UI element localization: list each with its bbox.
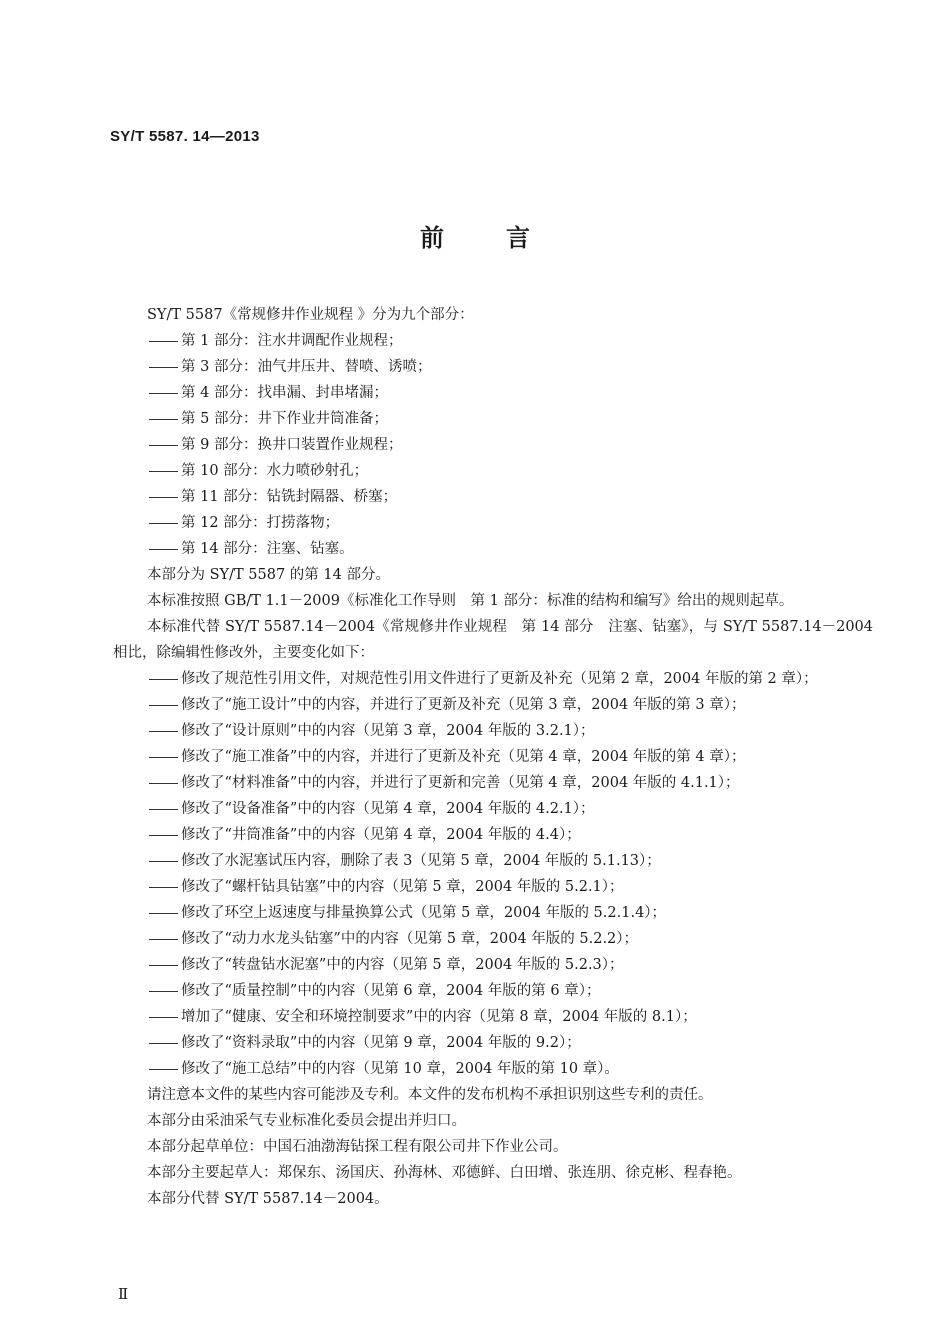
changes-list-item: 修改了“设计原则”中的内容（见第 3 章，2004 年版的 3.2.1）； [181, 723, 595, 739]
parts-list-item: 第 9 部分：换井口装置作业规程； [181, 437, 403, 453]
parts-list-item: 第 1 部分：注水井调配作业规程； [181, 333, 403, 349]
parts-list [113, 328, 873, 562]
drafting-unit: 本部分起草单位：中国石油渤海钻探工程有限公司井下作业公司。 [147, 1139, 568, 1155]
changes-list-item: 增加了“健康、安全和环境控制要求”中的内容（见第 8 章，2004 年版的 8.1）； [181, 1009, 697, 1025]
this-part-statement: 本部分为 SY/T 5587 的第 14 部分。 [147, 567, 390, 583]
page-title: 前言 [420, 224, 592, 252]
changes-list-item: 修改了“设备准备”中的内容（见第 4 章，2004 年版的 4.2.1）； [181, 801, 595, 817]
changes-list-item: 修改了规范性引用文件，对规范性引用文件进行了更新及补充（见第 2 章，2004 年版的第 2 章）； [181, 671, 818, 687]
foreword-body [113, 302, 873, 1212]
standard-code-header: SY/T 5587. 14—2013 [110, 128, 260, 145]
changes-list-item: 修改了“质量控制”中的内容（见第 6 章，2004 年版的第 6 章）； [181, 983, 601, 999]
drafting-rule-paragraph: 本标准按照 GB/T 1.1－2009《标准化工作导则 第 1 部分：标准的结构和编写》给出的规则起草。 [147, 593, 794, 609]
drafters: 本部分主要起草人：郑保东、汤国庆、孙海林、邓德鲜、白田增、张连朋、徐克彬、程春艳。 [147, 1165, 742, 1181]
replaces-intro-paragraph: 本标准代替 SY/T 5587.14－2004《常规修井作业规程 第 14 部分 注塞、钻塞》，与 SY/T 5587.14－2004 相比，除编辑性修改外，主要变化如下： [113, 619, 873, 661]
parts-list-item: 第 12 部分：打捞落物； [181, 515, 340, 531]
changes-list-item: 修改了“动力水龙头钻塞”中的内容（见第 5 章，2004 年版的 5.2.2）； [181, 931, 639, 947]
changes-list-item: 修改了环空上返速度与排量换算公式（见第 5 章，2004 年版的 5.2.1.4）； [181, 905, 667, 921]
patent-notice: 请注意本文件的某些内容可能涉及专利。本文件的发布机构不承担识别这些专利的责任。 [147, 1087, 713, 1103]
proposed-by: 本部分由采油采气专业标准化委员会提出并归口。 [147, 1113, 466, 1129]
changes-list [113, 666, 873, 1082]
parts-list-item: 第 5 部分：井下作业井筒准备； [181, 411, 388, 427]
parts-intro: SY/T 5587《常规修井作业规程 》分为九个部分： [147, 307, 474, 323]
parts-list-item: 第 3 部分：油气井压井、替喷、诱喷； [181, 359, 432, 375]
parts-list-item: 第 14 部分：注塞、钻塞。 [181, 541, 354, 557]
changes-list-item: 修改了“转盘钻水泥塞”中的内容（见第 5 章，2004 年版的 5.2.3）； [181, 957, 624, 973]
replaces-part: 本部分代替 SY/T 5587.14－2004。 [147, 1191, 389, 1207]
parts-list-item: 第 10 部分：水力喷砂射孔； [181, 463, 369, 479]
changes-list-item: 修改了“施工设计”中的内容，并进行了更新及补充（见第 3 章，2004 年版的第 3 章）； [181, 697, 746, 713]
changes-list-item: 修改了“资料录取”中的内容（见第 9 章，2004 年版的 9.2）； [181, 1035, 581, 1051]
changes-list-item: 修改了“施工准备”中的内容，并进行了更新及补充（见第 4 章，2004 年版的第 4 章）； [181, 749, 746, 765]
changes-list-item: 修改了“材料准备”中的内容，并进行了更新和完善（见第 4 章，2004 年版的 4.1.1）； [181, 775, 740, 791]
parts-list-item: 第 4 部分：找串漏、封串堵漏； [181, 385, 388, 401]
changes-list-item: 修改了“井筒准备”中的内容（见第 4 章，2004 年版的 4.4）； [181, 827, 581, 843]
parts-list-item: 第 11 部分：钻铣封隔器、桥塞； [181, 489, 398, 505]
changes-list-item: 修改了“施工总结”中的内容（见第 10 章，2004 年版的第 10 章）。 [181, 1061, 619, 1077]
changes-list-item: 修改了“螺杆钻具钻塞”中的内容（见第 5 章，2004 年版的 5.2.1）； [181, 879, 624, 895]
page-number: Ⅱ [118, 1287, 129, 1303]
changes-list-item: 修改了水泥塞试压内容，删除了表 3（见第 5 章，2004 年版的 5.1.13）； [181, 853, 661, 869]
